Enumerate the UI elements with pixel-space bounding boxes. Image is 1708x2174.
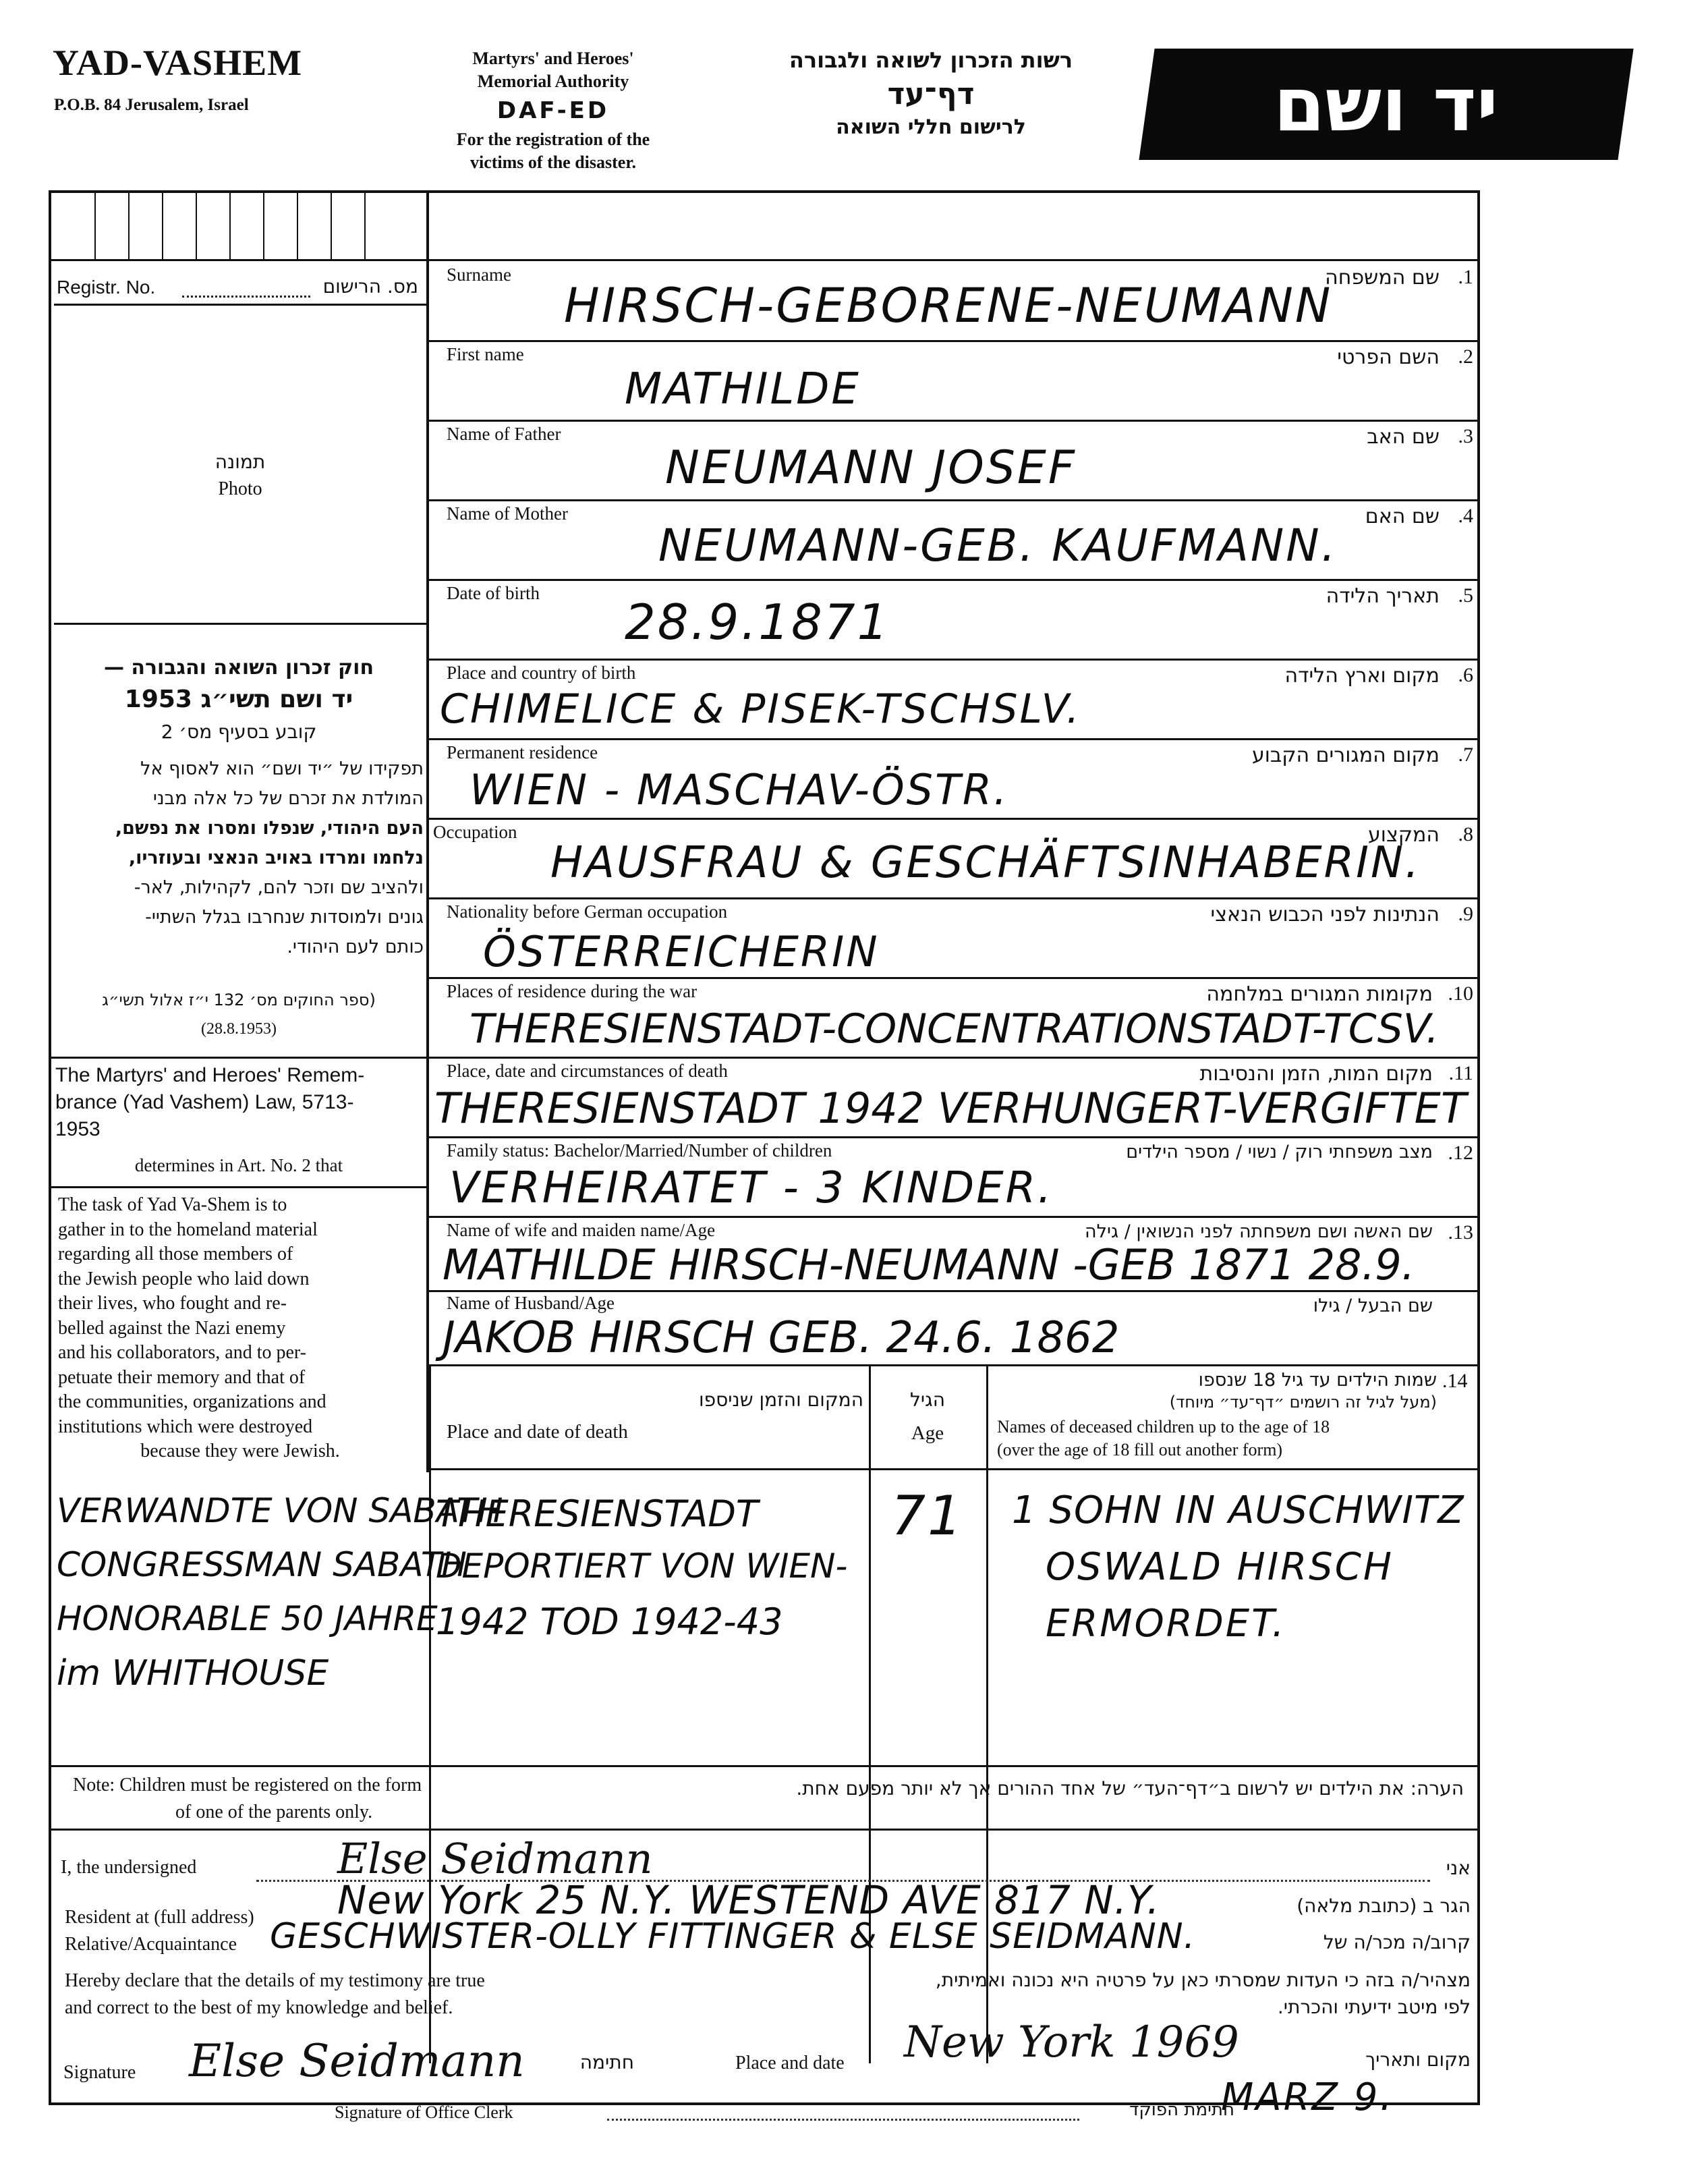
field-number: .12 (1448, 1142, 1473, 1164)
purpose-line2: victims of the disaster. (469, 152, 636, 172)
children-age-value: 71 (891, 1484, 964, 1547)
field-war-residence[interactable] (429, 977, 1477, 1059)
place-date-label: Place and date (735, 2053, 845, 2073)
law-he-line: תפקידו של ״יד ושם״ הוא לאסוף אל (140, 758, 424, 779)
date-extra: MARZ 9. (1221, 2075, 1394, 2119)
field-value: NEUMANN-GEB. KAUFMANN. (658, 520, 1338, 572)
law-en-body-line: The task of Yad Va-Shem is to (58, 1194, 287, 1215)
children-place-head-en: Place and date of death (447, 1421, 628, 1443)
registr-no-label: Registr. No. (57, 277, 156, 298)
law-en-body-line: the communities, organizations and (58, 1391, 326, 1412)
field-number: .8 (1458, 823, 1473, 845)
field-residence[interactable] (429, 738, 1477, 820)
law-he-title: חוק זכרון השואה והגבורה — (103, 656, 374, 679)
field-label-en: Place, date and circumstances of death (447, 1061, 728, 1081)
left-note-line: CONGRESSMAN SABATH (57, 1545, 467, 1584)
resident-label: Resident at (full address) (65, 1907, 254, 1928)
law-he-body (55, 754, 424, 962)
field-label-he: מצב משפחתי רוק / נשוי / מספר הילדים (1126, 1142, 1433, 1163)
field-label-he: השם הפרטי (1337, 345, 1440, 369)
registr-no-field[interactable] (182, 296, 310, 298)
children-place-line: THERESIENSTADT (436, 1493, 758, 1535)
field-value: MATHILDE (625, 364, 861, 414)
undersigned-value[interactable]: Else Seidmann (337, 1834, 653, 1883)
law-en-body-line: their lives, who fought and re- (58, 1293, 287, 1314)
field-value: 28.9.1871 (625, 594, 890, 650)
field-death[interactable] (429, 1057, 1477, 1138)
field-label-en: Name of Husband/Age (447, 1293, 615, 1313)
field-value: THERESIENSTADT 1942 VERHUNGERT-VERGIFTET (434, 1084, 1467, 1133)
registr-no-label-he: מס. הרישום (322, 275, 418, 298)
field-value: THERESIENSTADT-CONCENTRATIONSTADT-TCSV. (469, 1005, 1440, 1053)
children-age-head-he: הגיל (909, 1389, 945, 1411)
field-occupation[interactable] (429, 818, 1477, 899)
children-names-head-en2: (over the age of 18 fill out another form) (997, 1440, 1283, 1459)
law-en-title (55, 1062, 424, 1143)
left-note-line: HONORABLE 50 JAHRE (57, 1599, 438, 1638)
clerk-line (607, 2119, 1079, 2121)
law-he-line: המולדת את זכרם של כל אלה מבני (152, 788, 424, 809)
law-he-line: העם היהודי, שנפלו ומסרו את נפשם, (115, 818, 424, 839)
children-number: .14 (1442, 1370, 1468, 1392)
law-en-body-line: belled against the Nazi enemy (58, 1317, 286, 1339)
header-hebrew (742, 47, 1120, 139)
left-notes (57, 1491, 503, 1707)
field-label-he: שם האב (1367, 425, 1440, 449)
law-he-line: ולהציב שם וזכר להם, לקהילות, לאר- (134, 877, 424, 898)
note-he: הערה: את הילדים יש לרשום ב״דף־העד״ של אחד ההורים אך לא יותר מפעם אחת. (796, 1777, 1464, 1800)
signature-label: Signature (63, 2062, 136, 2083)
law-en-body-line: the Jewish people who laid down (58, 1268, 310, 1289)
field-number: .9 (1458, 903, 1473, 925)
relative-value[interactable]: GESCHWISTER-OLLY FITTINGER & ELSE SEIDMANN. (270, 1916, 1196, 1957)
clerk-label: Signature of Office Clerk (335, 2102, 513, 2122)
law-he-line: גונים ולמוסדות שנחרבו בגלל השתיי- (145, 907, 424, 928)
law-he-ref: (ספר החוקים מס׳ 132 י״ז אלול תשי״ג (102, 991, 376, 1009)
relative-he: קרוב/ה מכר/ה של (1323, 1931, 1471, 1953)
field-label-he: שם האשה ושם משפחתה לפני הנשואין / גילה (1084, 1221, 1433, 1242)
field-label-en: Name of Mother (447, 503, 568, 524)
undersigned-label: I, the undersigned (61, 1857, 197, 1878)
field-wife[interactable] (429, 1216, 1477, 1292)
field-label-he: שם האם (1365, 505, 1440, 528)
declare-he1: מצהיר/ה בזה כי העדות שמסרתי כאן על פרטיה היא נכונה ואמיתית, (935, 1969, 1471, 1991)
declare-en2: and correct to the best of my knowledge and belief. (65, 1997, 453, 2018)
children-name-line: OSWALD HIRSCH (1046, 1545, 1394, 1589)
he-form-name: דף־עד (887, 77, 975, 111)
law-en-line: brance (Yad Vashem) Law, 5713- (55, 1091, 354, 1113)
law-en-line: The Martyrs' and Heroes' Remem- (55, 1064, 365, 1086)
photo-box (54, 304, 426, 625)
place-date-he: מקום ותאריך (1365, 2048, 1471, 2071)
field-label-he: מקום וארץ הלידה (1284, 664, 1440, 688)
field-number: .4 (1458, 505, 1473, 527)
clerk-he: חתימת הפוקד (1129, 2100, 1234, 2120)
field-value: HIRSCH-GEBORENE-NEUMANN (564, 278, 1333, 333)
law-he-article: קובע בסעיף מס׳ 2 (161, 721, 317, 743)
field-label-en: Name of Father (447, 424, 561, 444)
children-names-head-he2: (מעל לגיל זה רושמים ״דף־עד״ מיוחד) (1169, 1393, 1437, 1412)
declare-he2: לפי מיטב ידיעתי והכרתי. (1277, 1996, 1471, 2018)
yad-vashem-logo (1139, 49, 1633, 160)
field-label-en: Places of residence during the war (447, 981, 698, 1001)
left-note-line: VERWANDTE VON SABATH (57, 1491, 503, 1530)
field-nationality[interactable] (429, 897, 1477, 979)
field-label-he: שם הבעל / גילו (1313, 1295, 1433, 1316)
law-en-body-line: regarding all those members of (58, 1244, 293, 1264)
authority-line2: Memorial Authority (477, 72, 629, 91)
he-authority: רשות הזכרון לשואה ולגבורה (789, 47, 1073, 73)
left-note-line: im WHITHOUSE (57, 1653, 329, 1694)
law-en-body-line: petuate their memory and that of (58, 1366, 306, 1388)
field-number: .13 (1448, 1221, 1473, 1244)
signature-value[interactable]: Else Seidmann (189, 2035, 525, 2087)
registry-tick-boxes (54, 193, 426, 259)
field-number: .6 (1458, 664, 1473, 686)
children-age-head-en: Age (911, 1422, 944, 1444)
form-name: DAF-ED (496, 97, 610, 124)
org-name: YAD-VASHEM (53, 43, 303, 83)
law-he-line: כותם לעם היהודי. (287, 937, 424, 957)
note-en-line2: of one of the parents only. (175, 1802, 373, 1822)
field-number: .10 (1448, 982, 1473, 1005)
children-names-head-he: שמות הילדים עד גיל 18 שנספו (1198, 1370, 1437, 1391)
law-en-determines: determines in Art. No. 2 that (134, 1155, 343, 1175)
relative-label: Relative/Acquaintance (65, 1934, 237, 1955)
field-label-en: First name (447, 344, 524, 364)
children-name-line: ERMORDET. (1046, 1602, 1286, 1646)
field-first-name[interactable] (429, 340, 1477, 422)
resident-he: הגר ב (כתובת מלאה) (1297, 1895, 1471, 1917)
field-birth-place[interactable] (429, 659, 1477, 740)
children-place-line: DEPORTIERT VON WIEN- (436, 1546, 848, 1586)
field-family-status[interactable] (429, 1136, 1477, 1218)
children-place-head-he: המקום והזמן שניספו (698, 1389, 863, 1411)
law-he-name: יד ושם תשי״ג 1953 (124, 686, 353, 713)
field-surname[interactable] (429, 260, 1477, 342)
law-en-body-line: because they were Jewish. (140, 1441, 340, 1461)
field-number: .11 (1448, 1062, 1473, 1084)
field-label-he: המקצוע (1367, 823, 1440, 847)
field-label-he: מקום המגורים הקבוע (1251, 744, 1440, 767)
field-label-he: תאריך הלידה (1326, 584, 1440, 608)
declare-en1: Hereby declare that the details of my testimony are true (65, 1970, 485, 1991)
children-place-values (436, 1493, 867, 1654)
resident-value[interactable]: New York 25 N.Y. WESTEND AVE 817 N.Y. (337, 1877, 1160, 1923)
field-value: MATHILDE HIRSCH-NEUMANN -GEB 1871 28.9. (443, 1240, 1415, 1289)
fields-area (429, 260, 1477, 1364)
purpose-line1: For the registration of the (456, 130, 650, 149)
law-he-line: נלחמו ומרדו באויב הנאצי ובעוזריו, (128, 847, 424, 868)
law-en-body-line: gather in to the homeland material (58, 1219, 318, 1240)
field-value: WIEN - MASCHAV-ÖSTR. (469, 765, 1009, 814)
field-label-he: מקומות המגורים במלחמה (1206, 982, 1433, 1006)
field-value: HAUSFRAU & GESCHÄFTSINHABERIN. (550, 838, 1421, 888)
field-label-en: Occupation (433, 822, 517, 842)
field-label-en: Place and country of birth (447, 663, 636, 683)
field-label-he: שם המשפחה (1325, 266, 1440, 289)
children-name-line: 1 SOHN IN AUSCHWITZ (1012, 1488, 1464, 1532)
field-label-he: הנתינות לפני הכבוש הנאצי (1210, 903, 1440, 926)
children-place-line: 1942 TOD 1942-43 (436, 1600, 783, 1643)
field-value: NEUMANN JOSEF (665, 441, 1077, 495)
law-en-body (58, 1193, 422, 1464)
field-label-en: Nationality before German occupation (447, 901, 728, 922)
field-label-en: Surname (447, 264, 511, 285)
logo-text: יד ושם (1274, 61, 1499, 148)
field-husband[interactable] (429, 1290, 1477, 1366)
undersigned-he: אני (1446, 1857, 1471, 1879)
signature-he: חתימה (579, 2051, 634, 2073)
field-label-en: Family status: Bachelor/Married/Number of children (447, 1140, 832, 1161)
he-purpose: לרישום חללי השואה (836, 115, 1026, 139)
children-names-head-en1: Names of deceased children up to the age of 18 (997, 1417, 1330, 1437)
field-label-he: מקום המות, הזמן והנסיבות (1199, 1062, 1433, 1086)
field-value: ÖSTERREICHERIN (483, 927, 880, 976)
field-label-en: Date of birth (447, 583, 540, 603)
law-he-date: (28.8.1953) (201, 1020, 277, 1038)
field-birth-date[interactable] (429, 579, 1477, 661)
field-value: VERHEIRATET - 3 KINDER. (449, 1163, 1054, 1213)
field-number: .5 (1458, 584, 1473, 607)
law-en-body-line: and his collaborators, and to per- (58, 1342, 306, 1363)
place-date-value[interactable]: New York 1969 (904, 2017, 1239, 2067)
field-label-en: Name of wife and maiden name/Age (447, 1220, 716, 1240)
field-value: JAKOB HIRSCH GEB. 24.6. 1862 (443, 1313, 1120, 1363)
field-mother-name[interactable] (429, 499, 1477, 581)
field-number: .3 (1458, 425, 1473, 447)
note-en-line1: Note: Children must be registered on the form (73, 1775, 422, 1795)
org-address: P.O.B. 84 Jerusalem, Israel (54, 96, 249, 114)
field-value: CHIMELICE & PISEK-TSCHSLV. (440, 686, 1081, 733)
law-en-line: 1953 (55, 1118, 101, 1140)
law-en-body-line: institutions which were destroyed (58, 1416, 313, 1437)
authority-line1: Martyrs' and Heroes' (472, 49, 634, 68)
photo-label-en: Photo (218, 478, 262, 499)
field-number: .2 (1458, 345, 1473, 368)
photo-label-he: תמונה (215, 451, 266, 473)
field-number: .1 (1458, 266, 1473, 288)
header-center (378, 49, 729, 173)
field-father-name[interactable] (429, 420, 1477, 501)
field-number: .7 (1458, 744, 1473, 766)
field-label-en: Permanent residence (447, 742, 598, 762)
children-names-values (1012, 1488, 1477, 1659)
